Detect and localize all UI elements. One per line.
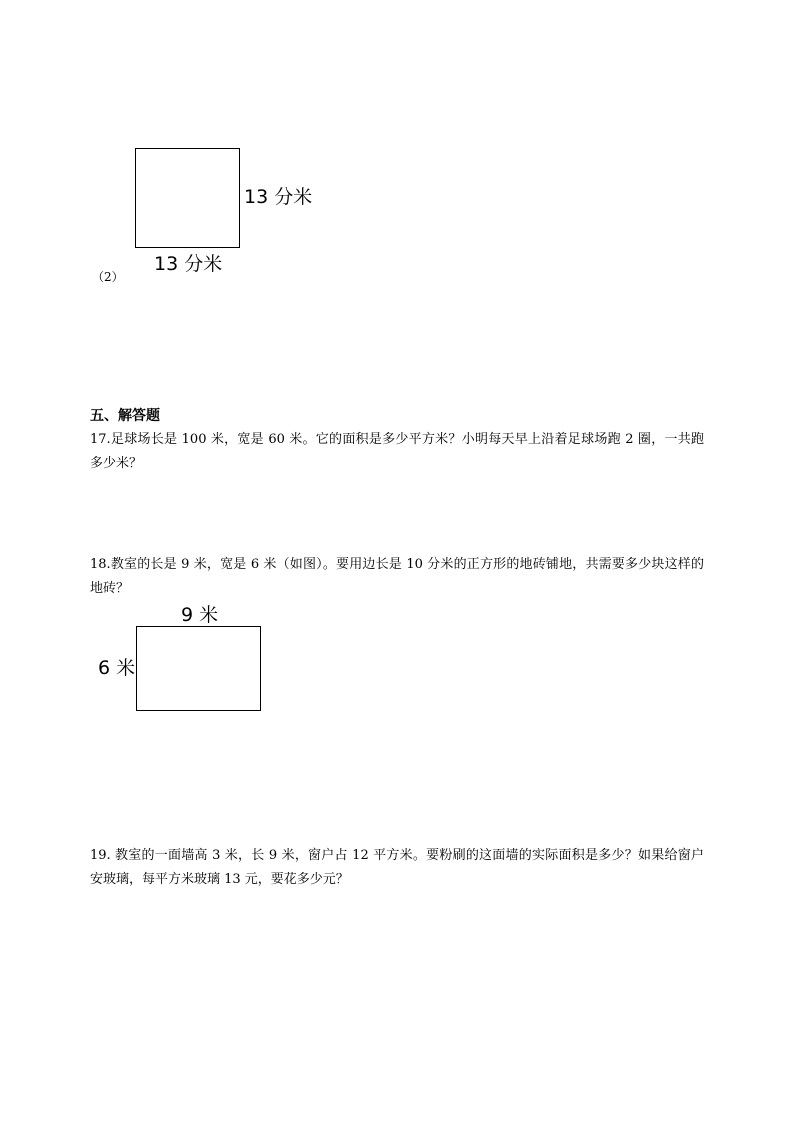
square-right-side-label: 13 分米 bbox=[244, 186, 313, 208]
question-17: 17.足球场长是 100 米，宽是 60 米。它的面积是多少平方米？小明每天早上沿着足球场跑 2 圈，一共跑多少米？ bbox=[90, 432, 704, 471]
section-heading: 五、解答题 bbox=[90, 408, 160, 424]
rectangle-top-label: 9 米 bbox=[181, 604, 219, 626]
item-number-label: （2） bbox=[92, 270, 124, 284]
question-18: 18.教室的长是 9 米，宽是 6 米（如图）。要用边长是 10 分米的正方形的地砖铺地，共需要多少块这样的地砖？ bbox=[90, 557, 704, 596]
rectangle-left-label: 6 米 bbox=[98, 657, 136, 679]
classroom-rectangle-figure bbox=[136, 626, 261, 711]
square-bottom-side-label: 13 分米 bbox=[154, 253, 223, 275]
question-19: 19. 教室的一面墙高 3 米，长 9 米，窗户占 12 平方米。要粉刷的这面墙的实际面积是多少？如果给窗户安玻璃，每平方米玻璃 13 元，要花多少元？ bbox=[90, 848, 704, 887]
square-figure bbox=[135, 148, 240, 248]
